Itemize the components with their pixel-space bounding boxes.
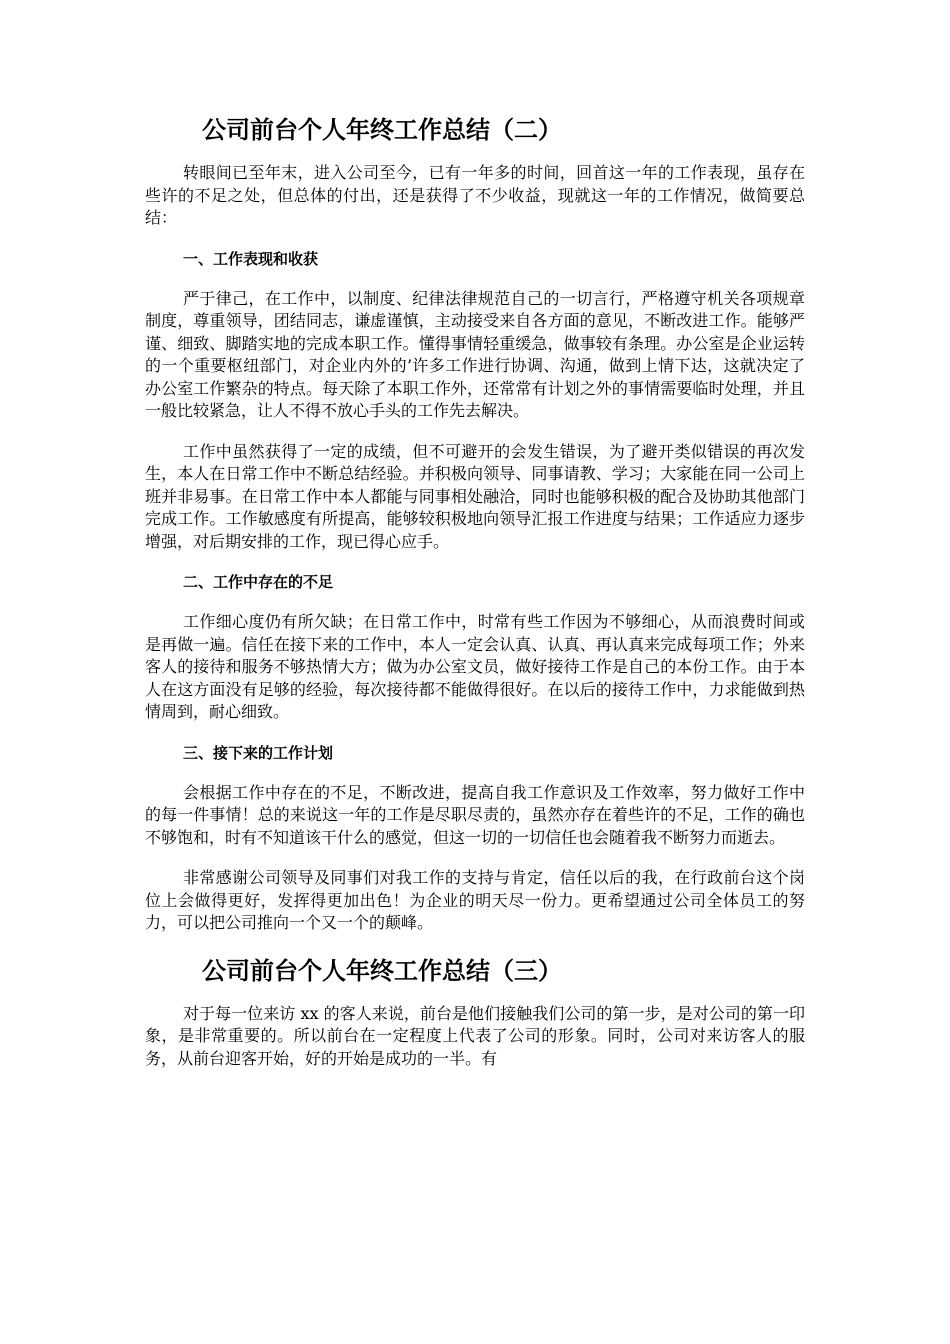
document-page: [145, 112, 805, 1070]
paragraph-shortcomings: 工作细心度仍有所欠缺；在日常工作中，时常有些工作因为不够细心，从而浪费时间或是再做一遍。信任在接下来的工作中，本人一定会认真、认真、再认真来完成每项工作；外来客人的接待和服务不够热情大方；做为办公室文员，做好接待工作是自己的本份工作。由于本人在这方面没有足够的经验，每次接待都不能做得很好。在以后的接待工作中，力求能做到热情周到，耐心细致。: [145, 612, 805, 721]
paragraph-plan: 会根据工作中存在的不足，不断改进，提高自我工作意识及工作效率，努力做好工作中的每一件事情！总的来说这一年的工作是尽职尽责的，虽然亦存在着些许的不足，工作的确也不够饱和，时有不知道该干什么的感觉，但这一切的一切信任也会随着我不断努力而逝去。: [145, 782, 805, 847]
section-title-3: 公司前台个人年终工作总结（三）: [202, 956, 562, 985]
paragraph-self-discipline: 严于律己，在工作中，以制度、纪律法律规范自己的一切言行，严格遵守机关各项规章制度，尊重领导，团结同志，谦虚谨慎，主动接受来自各方面的意见，不断改进工作。能够严谨、细致、脚踏实地的完成本职工作。懂得事情轻重缓急，做事较有条理。办公室是企业运转的一个重要枢纽部门，对企业内外的’许多工作进行协调、沟通，做到上情下达，这就决定了办公室工作繁杂的特点。每天除了本职工作外，还常常有计划之外的事情需要临时处理，并且一般比较紧急，让人不得不放心手头的工作先去解决。: [145, 288, 805, 420]
paragraph-thanks: 非常感谢公司领导及同事们对我工作的支持与肯定，信任以后的我，在行政前台这个岗位上会做得更好，发挥得更加出色！为企业的明天尽一份力。更希望通过公司全体员工的努力，可以把公司推向一个又一个的颠峰。: [145, 868, 805, 932]
heading-shortcomings: 二、工作中存在的不足: [183, 573, 334, 591]
section-title-2: 公司前台个人年终工作总结（二）: [202, 116, 562, 144]
intro-paragraph: 转眼间已至年末，进入公司至今，已有一年多的时间，回首这一年的工作表现，虽存在些许的不足之处，但总体的付出，还是获得了不少收益，现就这一年的工作情况，做简要总结：: [145, 163, 805, 227]
heading-work-performance: 一、工作表现和收获: [183, 249, 319, 268]
paragraph-front-desk: 对于每一位来访 xx 的客人来说，前台是他们接触我们公司的第一步，是对公司的第一印象，是非常重要的。所以前台在一定程度上代表了公司的形象。同时，公司对来访客人的服务，从前台迎客开始，好的开始是成功的一半。有: [145, 1003, 805, 1068]
paragraph-achievements: 工作中虽然获得了一定的成绩，但不可避开的会发生错误，为了避开类似错误的再次发生，本人在日常工作中不断总结经验。并积极向领导、同事请教、学习；大家能在同一公司上班并非易事。在日常工作中本人都能与同事相处融洽，同时也能够积极的配合及协助其他部门完成工作。工作敏感度有所提高，能够较积极地向领导汇报工作进度与结果；工作适应力逐步增强，对后期安排的工作，现已得心应手。: [145, 441, 805, 551]
heading-next-plan: 三、接下来的工作计划: [183, 743, 334, 762]
